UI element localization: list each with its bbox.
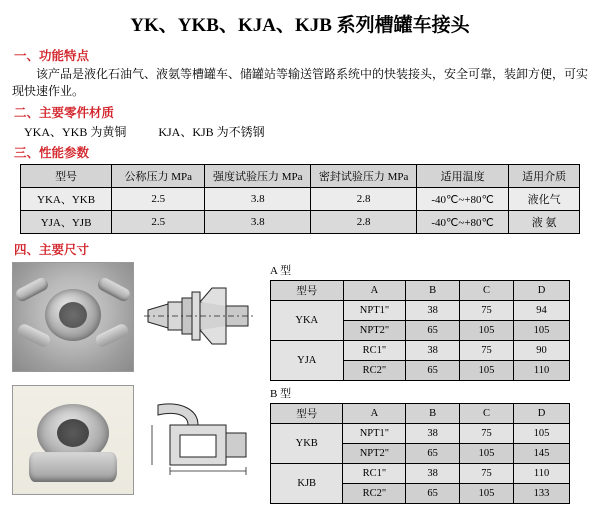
dim-b-r2-c3: 75 [459, 464, 513, 484]
dim-a-r2-c1: RC1" [343, 341, 406, 361]
dim-b-col-4: D [514, 404, 570, 424]
coupling-drawing-b [140, 385, 260, 493]
perf-r0-c1: 2.5 [112, 188, 205, 211]
material-left: YKA、YKB 为黄铜 [24, 125, 127, 139]
dim-b-r0-model: YKB [271, 424, 343, 464]
dim-a-r3-c4: 110 [514, 361, 570, 381]
perf-col-0: 型号 [21, 165, 112, 188]
dim-b-r3-c2: 65 [406, 484, 460, 504]
dim-a-r0-c1: NPT1" [343, 301, 406, 321]
dim-a-r0-model: YKA [271, 301, 344, 341]
dim-b-r3-c1: RC2" [343, 484, 406, 504]
table-row [271, 341, 570, 361]
dim-a-col-3: C [459, 281, 513, 301]
perf-r0-c0: YKA、YKB [21, 188, 112, 211]
perf-r1-c1: 2.5 [112, 211, 205, 234]
dimension-row-b [12, 385, 600, 504]
table-row [21, 188, 580, 211]
perf-r0-c5: 液化气 [509, 188, 580, 211]
dim-a-r2-c3: 75 [459, 341, 513, 361]
perf-r0-c4: -40℃~+80℃ [417, 188, 509, 211]
table-header-row [271, 404, 570, 424]
dim-b-col-3: C [459, 404, 513, 424]
dim-b-col-2: B [406, 404, 460, 424]
table-header-row [21, 165, 580, 188]
perf-r0-c2: 3.8 [205, 188, 311, 211]
dimension-table-b-wrap [270, 385, 570, 504]
dim-b-r3-c4: 133 [514, 484, 570, 504]
table-row [271, 424, 570, 444]
dimension-table-a [270, 280, 570, 381]
photo-b-base [29, 452, 117, 482]
dim-a-r1-c1: NPT2" [343, 321, 406, 341]
section-heading-dimensions: 四、主要尺寸 [14, 243, 90, 257]
dim-a-r1-c3: 105 [459, 321, 513, 341]
dim-b-r0-c4: 105 [514, 424, 570, 444]
dim-a-r2-c4: 90 [514, 341, 570, 361]
dimension-table-a-wrap [270, 262, 570, 381]
dim-a-r0-c2: 38 [406, 301, 460, 321]
coupling-photo-a [12, 262, 134, 372]
dim-a-col-1: A [343, 281, 406, 301]
perf-r1-c4: -40℃~+80℃ [417, 211, 509, 234]
dimension-table-b [270, 403, 570, 504]
dim-a-r3-c2: 65 [406, 361, 460, 381]
features-text: 该产品是液化石油气、液氨等槽罐车、储罐站等输送管路系统中的快装接头，安全可靠，装卸方便，可实现快速作业。 [12, 67, 589, 98]
dim-b-col-1: A [343, 404, 406, 424]
dim-a-r1-c2: 65 [406, 321, 460, 341]
perf-col-2: 强度试验压力 MPa [205, 165, 311, 188]
dim-b-r1-c1: NPT2" [343, 444, 406, 464]
perf-col-1: 公称压力 MPa [112, 165, 205, 188]
perf-r1-c5: 液 氨 [509, 211, 580, 234]
photo-a-body [13, 263, 133, 371]
dim-a-col-2: B [406, 281, 460, 301]
dim-a-col-0: 型号 [271, 281, 344, 301]
drawing-a-svg [140, 262, 260, 370]
dim-a-r3-c3: 105 [459, 361, 513, 381]
table-row [271, 301, 570, 321]
material-right: KJA、KJB 为不锈钢 [158, 125, 265, 139]
dim-b-r2-c4: 110 [514, 464, 570, 484]
dim-a-r0-c3: 75 [459, 301, 513, 321]
dimensions-area [0, 262, 600, 504]
dimension-row-a [12, 262, 600, 381]
dim-a-r2-model: YJA [271, 341, 344, 381]
perf-r0-c3: 2.8 [311, 188, 417, 211]
perf-r1-c0: YJA、YJB [21, 211, 112, 234]
dim-b-r3-c3: 105 [459, 484, 513, 504]
dim-a-r1-c4: 105 [514, 321, 570, 341]
photo-b-bore [57, 419, 89, 447]
table-header-row [271, 281, 570, 301]
dim-b-r2-c2: 38 [406, 464, 460, 484]
dim-a-r3-c1: RC2" [343, 361, 406, 381]
drawing-b-svg [140, 385, 260, 493]
table-row [21, 211, 580, 234]
dim-b-r2-model: KJB [271, 464, 343, 504]
dim-a-r0-c4: 94 [514, 301, 570, 321]
table-row [271, 464, 570, 484]
page-title: YK、YKB、KJA、KJB 系列槽罐车接头 [130, 15, 470, 36]
dim-b-col-0: 型号 [271, 404, 343, 424]
section-heading-features: 一、功能特点 [14, 49, 90, 63]
dim-b-r1-c2: 65 [406, 444, 460, 464]
type-label-b: B 型 [270, 388, 292, 400]
dim-b-r2-c1: RC1" [343, 464, 406, 484]
coupling-photo-b [12, 385, 134, 495]
dim-b-r0-c3: 75 [459, 424, 513, 444]
perf-r1-c3: 2.8 [311, 211, 417, 234]
perf-col-5: 适用介质 [509, 165, 580, 188]
dim-a-r2-c2: 38 [406, 341, 460, 361]
dim-b-r0-c1: NPT1" [343, 424, 406, 444]
dim-b-r1-c3: 105 [459, 444, 513, 464]
section-heading-performance: 三、性能参数 [14, 146, 90, 160]
perf-r1-c2: 3.8 [205, 211, 311, 234]
dim-b-r1-c4: 145 [514, 444, 570, 464]
material-line [24, 123, 588, 140]
photo-b-body [13, 386, 133, 494]
perf-col-3: 密封试验压力 MPa [311, 165, 417, 188]
dim-b-r0-c2: 38 [406, 424, 460, 444]
coupling-drawing-a [140, 262, 260, 370]
dim-a-col-4: D [514, 281, 570, 301]
section-heading-material: 二、主要零件材质 [14, 106, 115, 120]
performance-table [20, 164, 580, 234]
perf-col-4: 适用温度 [417, 165, 509, 188]
type-label-a: A 型 [270, 265, 292, 277]
